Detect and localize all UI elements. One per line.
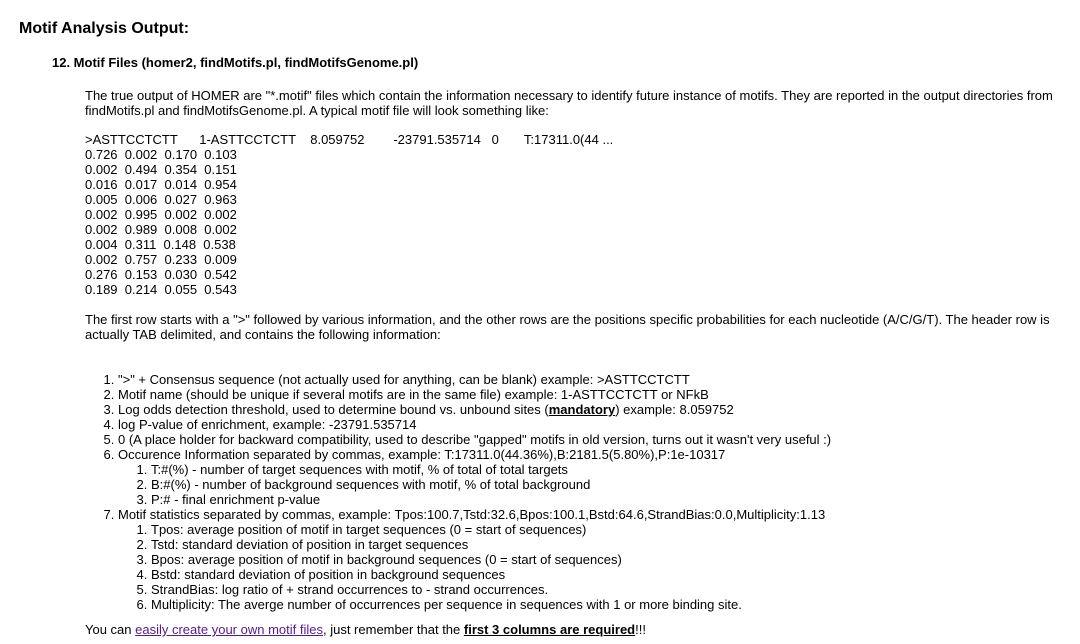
field-item: 6. Occurence Information separated by commas, example: T:17311.0(44.36%),B:2181.5(5.80%),P:1e-10317 1. T:#(%) - number of target sequences with motif, % of total of total targets 2. B:#(%) - number of background sequences with motif, % of total background 3. P:# - final enrichment p-value bbox=[118, 447, 1070, 507]
motif-file-example bbox=[85, 132, 1070, 297]
required-columns-note: first 3 columns are required bbox=[463, 622, 636, 637]
motif-matrix-row: 0.726 0.002 0.170 0.103 bbox=[85, 147, 237, 162]
subfield-item: 2. Tstd: standard deviation of position in target sequences bbox=[151, 537, 1070, 552]
create-motif-files-link[interactable]: easily create your own motif files bbox=[135, 622, 323, 637]
motif-matrix-row: 0.016 0.017 0.014 0.954 bbox=[85, 177, 237, 192]
subfield-item: 6. Multiplicity: The averge number of occurrences per sequence in sequences with 1 or more binding site. bbox=[151, 597, 1070, 612]
mandatory-label: mandatory bbox=[548, 402, 616, 417]
motif-matrix-row: 0.276 0.153 0.030 0.542 bbox=[85, 267, 237, 282]
subfield-item: 3. P:# - final enrichment p-value bbox=[151, 492, 1070, 507]
motif-matrix-row: 0.002 0.995 0.002 0.002 bbox=[85, 207, 237, 222]
subfield-item: 4. Bstd: standard deviation of position in background sequences bbox=[151, 567, 1070, 582]
subfield-item: 2. B:#(%) - number of background sequences with motif, % of total background bbox=[151, 477, 1070, 492]
description-paragraph: The first row starts with a ">" followed by various information, and the other rows are the positions specific probabilities for each nucleotide (A/C/G/T). The header row is actually TAB delimited, and contains the following information: bbox=[85, 312, 1050, 342]
section-content bbox=[85, 88, 1070, 637]
motif-matrix-row: 0.002 0.989 0.008 0.002 bbox=[85, 222, 237, 237]
subfield-item: 1. T:#(%) - number of target sequences with motif, % of total of total targets bbox=[151, 462, 1070, 477]
subfield-item: 3. Bpos: average position of motif in background sequences (0 = start of sequences) bbox=[151, 552, 1070, 567]
motif-header-row: >ASTTCCTCTT 1-ASTTCCTCTT 8.059752 -23791.535714 0 T:17311.0(44 ... bbox=[85, 132, 614, 147]
motif-matrix-row: 0.189 0.214 0.055 0.543 bbox=[85, 282, 237, 297]
field-item: 7. Motif statistics separated by commas, example: Tpos:100.7,Tstd:32.6,Bpos:100.1,Bstd:64.6,StrandBias:0.0,Multiplicity:1.13 1. Tpos: average position of motif in target sequences (0 = start of sequences) 2. Tstd: standard deviation of position in target sequences 3. Bpos: average position of motif in background sequences (0 = start of sequences) 4. Bstd: standard deviation of position in background sequences 5. StrandBias: log ratio of + strand occurrences to - strand occurrences. 6. Multiplicity: The averge number of occurrences per sequence in sequences with 1 or more binding site. bbox=[118, 507, 1070, 612]
field-item: 1. ">" + Consensus sequence (not actually used for anything, can be blank) example: >ASTTCCTCTT bbox=[118, 372, 1070, 387]
statistics-subfields-list bbox=[118, 522, 1070, 612]
field-item: 4. log P-value of enrichment, example: -23791.535714 bbox=[118, 417, 1070, 432]
motif-matrix-row: 0.005 0.006 0.027 0.963 bbox=[85, 192, 237, 207]
occurrence-subfields-list bbox=[118, 462, 1070, 507]
field-item: 5. 0 (A place holder for backward compatibility, used to describe "gapped" motifs in old version, turns out it wasn't very useful :) bbox=[118, 432, 1070, 447]
field-item: 2. Motif name (should be unique if several motifs are in the same file) example: 1-ASTTCCTCTT or NFkB bbox=[118, 387, 1070, 402]
subfield-item: 1. Tpos: average position of motif in target sequences (0 = start of sequences) bbox=[151, 522, 1070, 537]
page-title: Motif Analysis Output: bbox=[19, 20, 190, 37]
section-title: 12. Motif Files (homer2, findMotifs.pl, findMotifsGenome.pl) bbox=[52, 55, 419, 70]
intro-paragraph: The true output of HOMER are "*.motif" files which contain the information necessary to identify future instance of motifs. They are reported in the output directories from findMotifs.pl and findMotifsGenome.pl. A typical motif file will look something like: bbox=[85, 88, 1053, 118]
footer-paragraph: You can easily create your own motif files, just remember that the first 3 columns are required!!! bbox=[85, 622, 646, 637]
motif-matrix-row: 0.002 0.757 0.233 0.009 bbox=[85, 252, 237, 267]
motif-matrix-row: 0.002 0.494 0.354 0.151 bbox=[85, 162, 237, 177]
subfield-item: 5. StrandBias: log ratio of + strand occurrences to - strand occurrences. bbox=[151, 582, 1070, 597]
header-fields-list bbox=[85, 372, 1070, 612]
motif-matrix-row: 0.004 0.311 0.148 0.538 bbox=[85, 237, 236, 252]
field-item: 3. Log odds detection threshold, used to determine bound vs. unbound sites (mandatory) example: 8.059752 bbox=[118, 402, 1070, 417]
